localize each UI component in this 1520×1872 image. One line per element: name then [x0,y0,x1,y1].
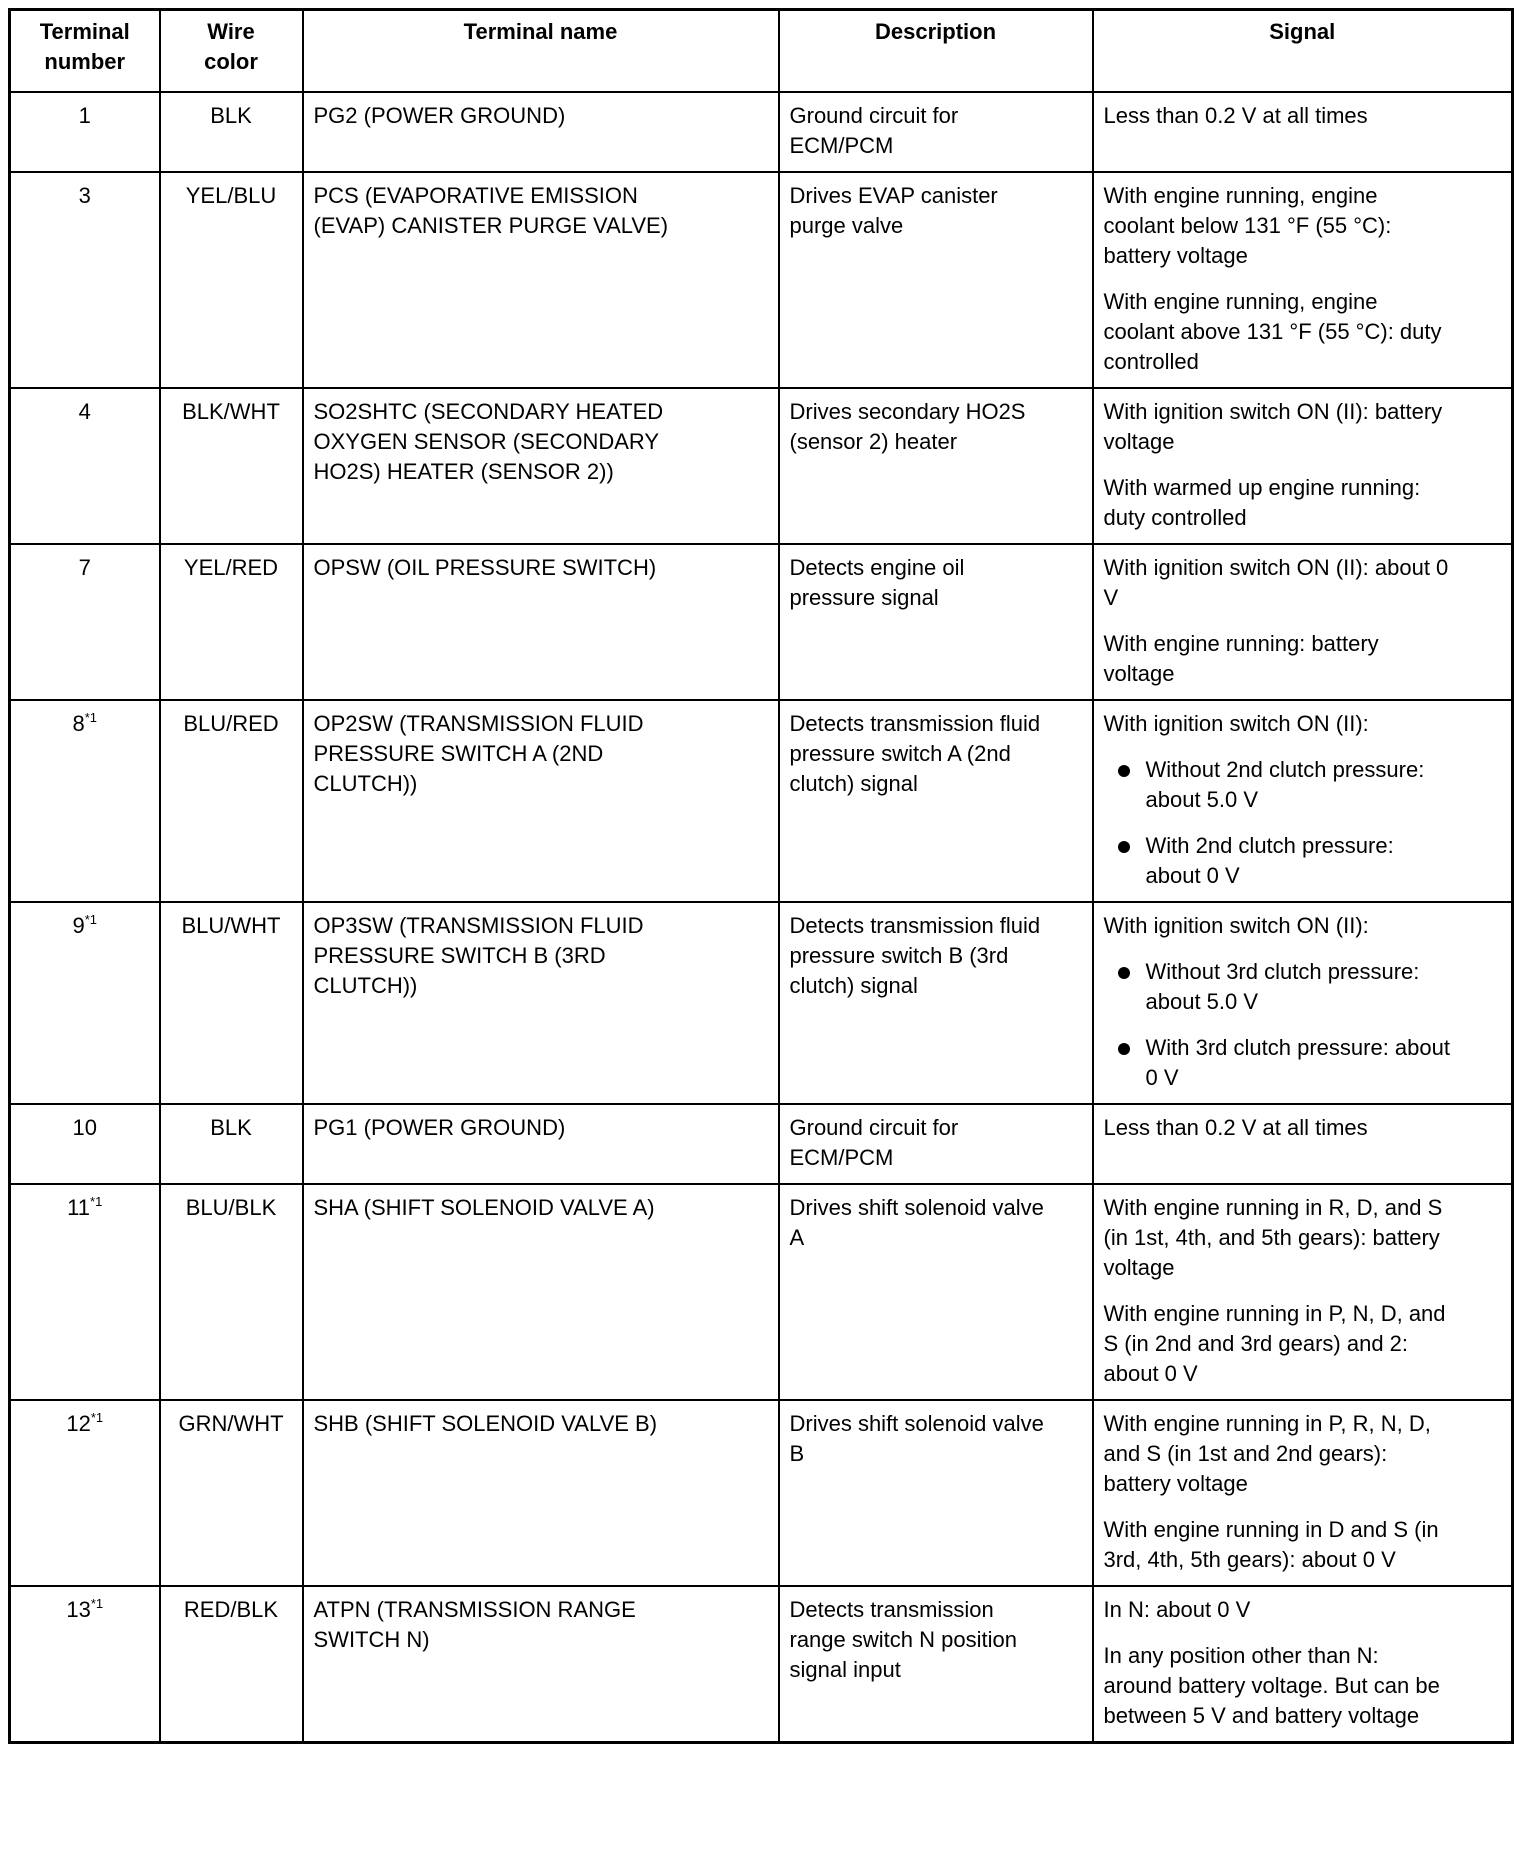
signal-line: and S (in 1st and 2nd gears): [1103,1440,1388,1466]
description-line: purge valve [789,212,904,238]
terminal-name-line: ATPN (TRANSMISSION RANGE [313,1596,636,1622]
description-cell [779,1104,1093,1184]
signal-line: 0 V [1145,1064,1179,1090]
signal-line: battery voltage [1103,1470,1248,1496]
terminal-name-line: SO2SHTC (SECONDARY HEATED [313,398,664,424]
terminal-name-line: SHA (SHIFT SOLENOID VALVE A) [313,1194,655,1220]
description-line: B [789,1440,805,1466]
terminal-number-cell [10,902,160,1104]
terminal-number-cell [10,172,160,388]
table-row [10,388,1513,544]
bullet-dot-icon [1118,1043,1130,1055]
description-line: Detects engine oil [789,554,965,580]
description-line: pressure switch A (2nd [789,740,1011,766]
signal-line: With warmed up engine running: [1103,474,1421,500]
wire-color-cell: BLK [160,92,303,172]
signal-paragraph [1104,287,1502,377]
description-line: Detects transmission [789,1596,994,1622]
description-line: Drives shift solenoid valve [789,1410,1044,1436]
footnote-marker: *1 [90,1409,104,1425]
description-line: clutch) signal [789,770,918,796]
description-line: Drives shift solenoid valve [789,1194,1044,1220]
signal-line: With ignition switch ON (II): about 0 [1103,554,1449,580]
bullet-text [1146,755,1425,815]
signal-line: voltage [1103,428,1175,454]
terminal-name-line: OXYGEN SENSOR (SECONDARY [313,428,660,454]
signal-line: 3rd, 4th, 5th gears): about 0 V [1103,1546,1396,1572]
signal-line: With ignition switch ON (II): battery [1103,398,1443,424]
bullet-text [1146,1033,1450,1093]
terminal-name-cell [303,1184,779,1400]
signal-line: battery voltage [1103,242,1248,268]
signal-line: coolant above 131 °F (55 °C): duty [1103,318,1442,344]
description-cell [779,902,1093,1104]
bullet-dot-icon [1118,841,1130,853]
description-cell [779,1184,1093,1400]
table-row [10,700,1513,902]
wire-color-cell: BLU/WHT [160,902,303,1104]
footnote-marker: *1 [90,1193,103,1209]
signal-bullet [1104,957,1502,1017]
description-line: pressure signal [789,584,939,610]
signal-line: With engine running in D and S (in [1103,1516,1439,1542]
terminal-number: 1 [78,102,91,128]
signal-paragraph [1104,709,1502,739]
terminal-name-line: SHB (SHIFT SOLENOID VALVE B) [313,1410,658,1436]
wire-color-cell: RED/BLK [160,1586,303,1743]
terminal-name-cell [303,1586,779,1743]
terminal-number: 9 [72,912,85,938]
terminal-number: 3 [78,182,91,208]
bullet-dot-icon [1118,765,1130,777]
page [8,8,1511,1744]
signal-paragraph [1104,101,1502,131]
description-cell [779,388,1093,544]
signal-line: V [1103,584,1119,610]
wire-color-cell: BLU/BLK [160,1184,303,1400]
description-line: ECM/PCM [789,1144,894,1170]
header-wire-color: Wire color [160,10,303,92]
signal-paragraph [1104,473,1502,533]
signal-line: controlled [1103,348,1199,374]
terminal-name-line: PG2 (POWER GROUND) [313,102,566,128]
signal-line: Without 3rd clutch pressure: [1145,958,1420,984]
table-row [10,172,1513,388]
signal-cell [1093,902,1513,1104]
signal-cell [1093,1184,1513,1400]
description-line: A [789,1224,805,1250]
table-row [10,1586,1513,1743]
signal-paragraph [1104,1299,1502,1389]
terminal-name-cell [303,544,779,700]
signal-line: about 0 V [1145,862,1240,888]
terminal-number: 10 [72,1114,97,1140]
signal-bullet [1104,1033,1502,1093]
terminal-name-cell [303,902,779,1104]
wire-color-cell: BLK/WHT [160,388,303,544]
terminal-name-line: CLUTCH)) [313,972,418,998]
description-line: (sensor 2) heater [789,428,958,454]
description-line: pressure switch B (3rd [789,942,1009,968]
table-row [10,544,1513,700]
header-terminal-number: Terminal number [10,10,160,92]
signal-line: With engine running: battery [1103,630,1379,656]
terminal-number-cell [10,544,160,700]
signal-line: In N: about 0 V [1103,1596,1251,1622]
terminal-name-line: CLUTCH)) [313,770,418,796]
signal-line: With ignition switch ON (II): [1103,912,1369,938]
signal-paragraph [1104,1641,1502,1731]
bullet-dot-icon [1118,967,1130,979]
signal-cell [1093,1400,1513,1586]
signal-line: about 5.0 V [1145,786,1259,812]
signal-bullet [1104,831,1502,891]
signal-line: With engine running in P, R, N, D, [1103,1410,1431,1436]
signal-cell [1093,92,1513,172]
terminal-name-cell [303,388,779,544]
terminal-number-cell [10,92,160,172]
signal-line: With engine running, engine [1103,182,1378,208]
terminal-name-line: PRESSURE SWITCH A (2ND [313,740,604,766]
terminal-number: 11 [67,1194,91,1220]
terminal-number-cell [10,1184,160,1400]
description-line: Detects transmission fluid [789,912,1041,938]
signal-line: duty controlled [1103,504,1247,530]
footnote-marker: *1 [84,709,98,725]
signal-line: about 5.0 V [1145,988,1259,1014]
terminal-number-cell [10,388,160,544]
signal-cell [1093,544,1513,700]
description-cell [779,172,1093,388]
signal-line: (in 1st, 4th, and 5th gears): battery [1103,1224,1440,1250]
terminal-number: 12 [66,1410,91,1436]
signal-line: coolant below 131 °F (55 °C): [1103,212,1392,238]
description-line: Detects transmission fluid [789,710,1041,736]
header-row [10,10,1513,92]
signal-line: With 3rd clutch pressure: about [1145,1034,1450,1060]
signal-line: voltage [1103,1254,1175,1280]
description-cell [779,544,1093,700]
signal-paragraph [1104,397,1502,457]
terminal-name-line: (EVAP) CANISTER PURGE VALVE) [313,212,669,238]
table-row [10,1184,1513,1400]
signal-paragraph [1104,1113,1502,1143]
signal-line: Less than 0.2 V at all times [1103,1114,1368,1140]
terminal-name-line: SWITCH N) [313,1626,430,1652]
wire-color-cell: YEL/RED [160,544,303,700]
terminal-number: 4 [78,398,91,424]
table-row [10,1400,1513,1586]
description-cell [779,92,1093,172]
signal-line: Less than 0.2 V at all times [1103,102,1368,128]
signal-line: about 0 V [1103,1360,1198,1386]
header-terminal-name: Terminal name [303,10,779,92]
signal-line: With ignition switch ON (II): [1103,710,1369,736]
description-line: Ground circuit for [789,1114,959,1140]
header-signal: Signal [1093,10,1513,92]
signal-paragraph [1104,629,1502,689]
signal-line: With engine running in R, D, and S [1103,1194,1443,1220]
signal-cell [1093,1586,1513,1743]
terminal-number-cell [10,1400,160,1586]
table-row [10,92,1513,172]
wire-color-cell: GRN/WHT [160,1400,303,1586]
terminal-name-cell [303,1104,779,1184]
terminal-number: 13 [66,1596,91,1622]
signal-line: between 5 V and battery voltage [1103,1702,1420,1728]
signal-line: With engine running, engine [1103,288,1378,314]
description-line: Ground circuit for [789,102,959,128]
signal-paragraph [1104,911,1502,941]
footnote-marker: *1 [84,911,98,927]
terminal-name-cell [303,700,779,902]
terminal-name-line: PRESSURE SWITCH B (3RD [313,942,606,968]
terminal-name-line: PG1 (POWER GROUND) [313,1114,566,1140]
signal-paragraph [1104,553,1502,613]
description-line: signal input [789,1656,901,1682]
header-description: Description [779,10,1093,92]
wire-color-cell: BLK [160,1104,303,1184]
terminal-name-line: OP2SW (TRANSMISSION FLUID [313,710,644,736]
terminal-number-cell [10,1104,160,1184]
signal-line: With engine running in P, N, D, and [1103,1300,1446,1326]
terminal-number-cell [10,1586,160,1743]
signal-cell [1093,700,1513,902]
signal-line: S (in 2nd and 3rd gears) and 2: [1103,1330,1409,1356]
description-line: Drives secondary HO2S [789,398,1026,424]
table-row [10,1104,1513,1184]
wire-color-cell: YEL/BLU [160,172,303,388]
signal-paragraph [1104,1409,1502,1499]
bullet-text [1146,831,1394,891]
description-line: clutch) signal [789,972,918,998]
signal-cell [1093,388,1513,544]
signal-paragraph [1104,1193,1502,1283]
description-cell [779,700,1093,902]
signal-bullet [1104,755,1502,815]
footnote-marker: *1 [90,1595,104,1611]
terminal-number: 8 [72,710,85,736]
terminal-name-cell [303,172,779,388]
terminal-name-line: PCS (EVAPORATIVE EMISSION [313,182,638,208]
signal-line: Without 2nd clutch pressure: [1145,756,1425,782]
signal-cell [1093,1104,1513,1184]
signal-line: voltage [1103,660,1175,686]
terminal-name-line: HO2S) HEATER (SENSOR 2)) [313,458,614,484]
terminal-name-line: OPSW (OIL PRESSURE SWITCH) [313,554,657,580]
terminal-name-cell [303,1400,779,1586]
signal-paragraph [1104,1515,1502,1575]
table-body [10,92,1513,1743]
signal-line: With 2nd clutch pressure: [1145,832,1394,858]
signal-paragraph [1104,181,1502,271]
description-cell [779,1586,1093,1743]
description-line: range switch N position [789,1626,1017,1652]
description-cell [779,1400,1093,1586]
bullet-text [1146,957,1420,1017]
description-line: Drives EVAP canister [789,182,998,208]
terminal-table [8,8,1514,1744]
signal-cell [1093,172,1513,388]
wire-color-cell: BLU/RED [160,700,303,902]
terminal-name-cell [303,92,779,172]
signal-paragraph [1104,1595,1502,1625]
terminal-number-cell [10,700,160,902]
terminal-name-line: OP3SW (TRANSMISSION FLUID [313,912,644,938]
description-line: ECM/PCM [789,132,894,158]
signal-line: around battery voltage. But can be [1103,1672,1440,1698]
terminal-number: 7 [78,554,91,580]
table-row [10,902,1513,1104]
signal-line: In any position other than N: [1103,1642,1379,1668]
